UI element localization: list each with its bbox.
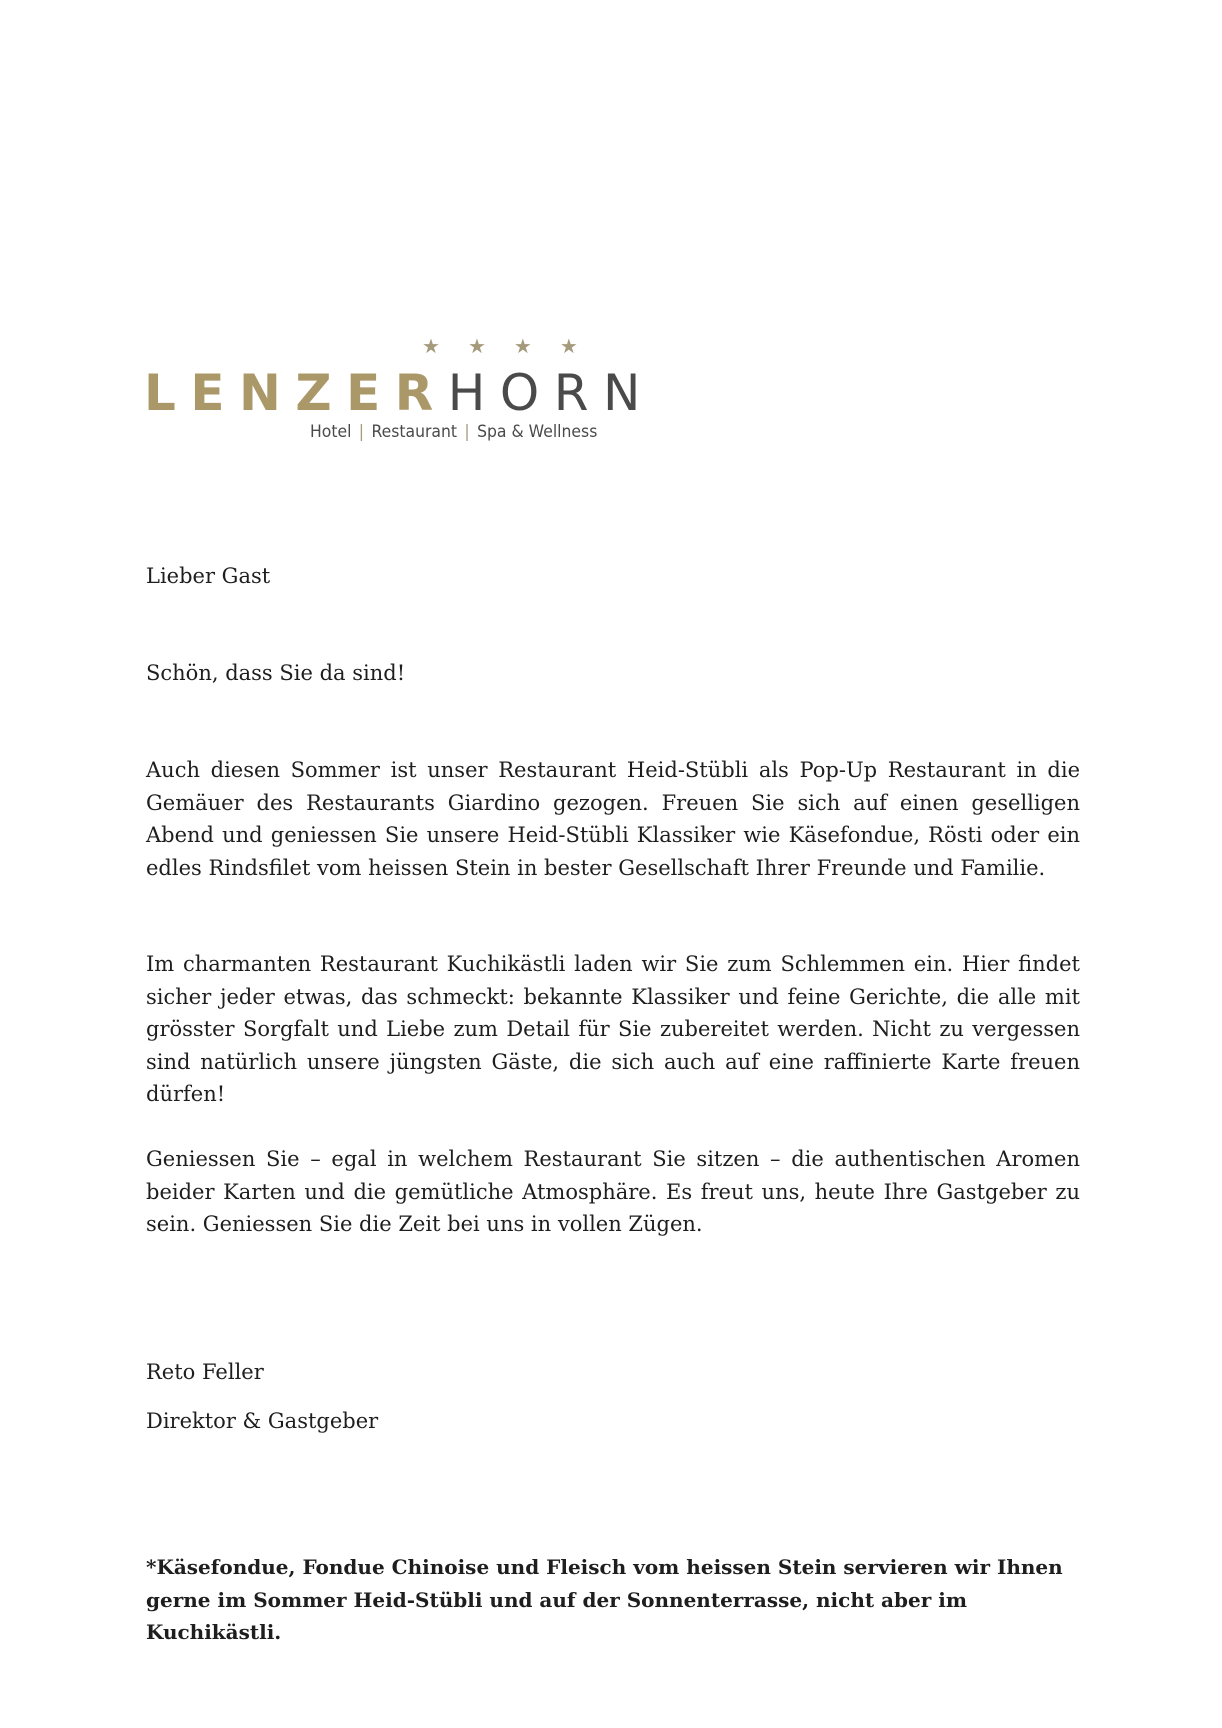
footnote: *Käsefondue, Fondue Chinoise und Fleisch vom heissen Stein servieren wir Ihnen gerne im Sommer Heid-Stübli und auf der Sonnenterrasse, nicht aber im Kuchikästli. bbox=[146, 1555, 1063, 1644]
logo-tagline bbox=[310, 421, 597, 443]
star-icon: ★ bbox=[422, 334, 440, 358]
logo-word-horn: HORN bbox=[447, 364, 655, 422]
paragraph-kuchikaestli: Im charmanten Restaurant Kuchikästli laden wir Sie zum Schlemmen ein. Hier findet sicher jeder etwas, das schmeckt: bekannte Klassiker und feine Gerichte, die alle mit grösster Sorgfalt und Liebe zum Detail für Sie zubereitet werden. Nicht zu vergessen sind natürlich unsere jüngsten Gäste, die sich auch auf eine raffinierte Karte freuen dürfen! bbox=[146, 952, 1080, 1106]
salutation: Lieber Gast bbox=[146, 564, 271, 588]
signature-role: Direktor & Gastgeber bbox=[146, 1409, 379, 1433]
logo-stars bbox=[422, 336, 578, 356]
paragraph-closing: Geniessen Sie – egal in welchem Restaurant Sie sitzen – die authentischen Aromen beider Karten und die gemütliche Atmosphäre. Es freut uns, heute Ihre Gastgeber zu sein. Geniessen Sie die Zeit bei uns in vollen Zügen. bbox=[146, 1147, 1080, 1236]
greeting: Schön, dass Sie da sind! bbox=[146, 661, 406, 685]
tagline-separator: | bbox=[358, 422, 365, 442]
star-icon: ★ bbox=[513, 334, 532, 358]
logo-word-lenzer: LENZER bbox=[144, 364, 448, 422]
star-icon: ★ bbox=[467, 334, 486, 358]
signature-name: Reto Feller bbox=[146, 1360, 264, 1384]
star-icon: ★ bbox=[559, 334, 578, 358]
hotel-logo bbox=[144, 334, 655, 446]
paragraph-heid-stuebli: Auch diesen Sommer ist unser Restaurant Heid-Stübli als Pop-Up Restaurant in die Gemäuer des Restaurants Giardino gezogen. Freuen Sie sich auf einen geselligen Abend und geniessen Sie unsere Heid-Stübli Klassiker wie Käsefondue, Rösti oder ein edles Rindsfilet vom heissen Stein in bester Gesellschaft Ihrer Freunde und Familie. bbox=[146, 758, 1080, 880]
tagline-hotel: Hotel bbox=[310, 422, 352, 442]
tagline-spa: Spa & Wellness bbox=[477, 422, 598, 442]
tagline-restaurant: Restaurant bbox=[371, 422, 458, 442]
logo-wordmark bbox=[144, 366, 655, 420]
tagline-separator: | bbox=[464, 422, 470, 442]
